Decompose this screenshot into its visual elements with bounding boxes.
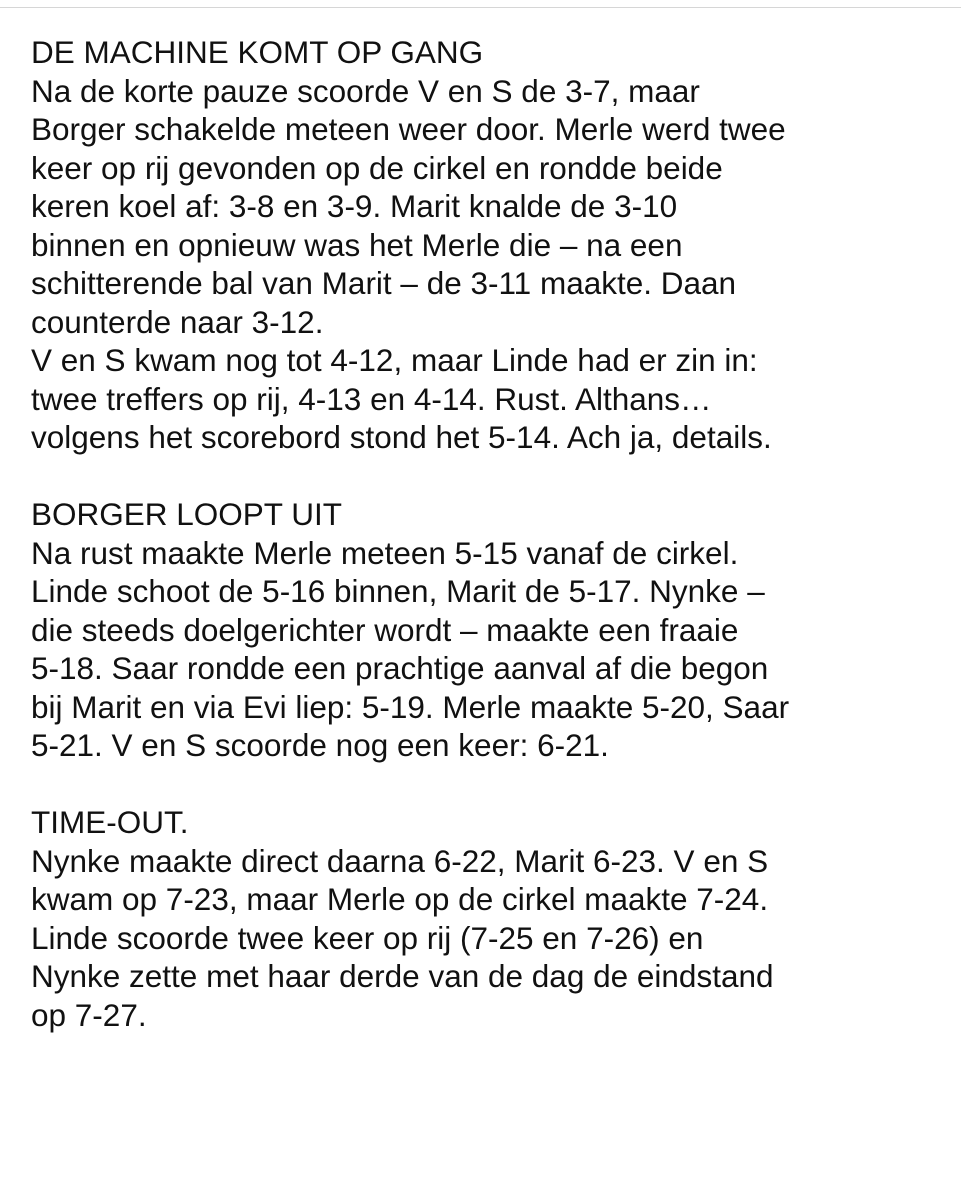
text-line: counterde naar 3-12. — [31, 303, 324, 340]
text-line: keer op rij gevonden op de cirkel en rondde beide — [31, 149, 723, 186]
text-line: Na rust maakte Merle meteen 5-15 vanaf de cirkel. — [31, 534, 739, 571]
top-divider — [0, 7, 961, 8]
text-line: keren koel af: 3-8 en 3-9. Marit knalde de 3-10 — [31, 188, 678, 224]
text-line: kwam op 7-23, maar Merle op de cirkel maakte 7-24. — [31, 881, 769, 917]
text-line: 5-18. Saar rondde een prachtige aanval af die begon — [31, 650, 769, 686]
text-line: die steeds doelgerichter wordt – maakte een fraaie — [31, 611, 739, 648]
text-line: binnen en opnieuw was het Merle die – na een — [31, 226, 683, 263]
text-line: Nynke zette met haar derde van de dag de eindstand — [31, 958, 774, 994]
text-line: 5-21. V en S scoorde nog een keer: 6-21. — [31, 727, 609, 763]
section-heading-machine: DE MACHINE KOMT OP GANG — [31, 34, 484, 70]
text-line: schitterende bal van Marit – de 3-11 maakte. Daan — [31, 265, 737, 301]
text-line: Linde schoot de 5-16 binnen, Marit de 5-17. Nynke – — [31, 573, 765, 609]
blank-line — [31, 765, 951, 804]
text-line: Linde scoorde twee keer op rij (7-25 en 7-26) en — [31, 919, 704, 956]
text-line: Nynke maakte direct daarna 6-22, Marit 6-23. V en S — [31, 842, 769, 879]
text-line: Borger schakelde meteen weer door. Merle werd twee — [31, 111, 786, 147]
text-line: twee treffers op rij, 4-13 en 4-14. Rust. Althans… — [31, 380, 712, 417]
text-line: op 7-27. — [31, 996, 147, 1033]
note-body — [31, 33, 951, 1034]
section-heading-timeout: TIME-OUT. — [31, 804, 189, 840]
section-heading-borger: BORGER LOOPT UIT — [31, 496, 342, 532]
blank-line — [31, 457, 951, 496]
text-line: bij Marit en via Evi liep: 5-19. Merle maakte 5-20, Saar — [31, 688, 790, 725]
text-line: volgens het scorebord stond het 5-14. Ach ja, details. — [31, 419, 772, 455]
text-line: Na de korte pauze scoorde V en S de 3-7, maar — [31, 72, 700, 109]
text-line: V en S kwam nog tot 4-12, maar Linde had er zin in: — [31, 342, 758, 378]
